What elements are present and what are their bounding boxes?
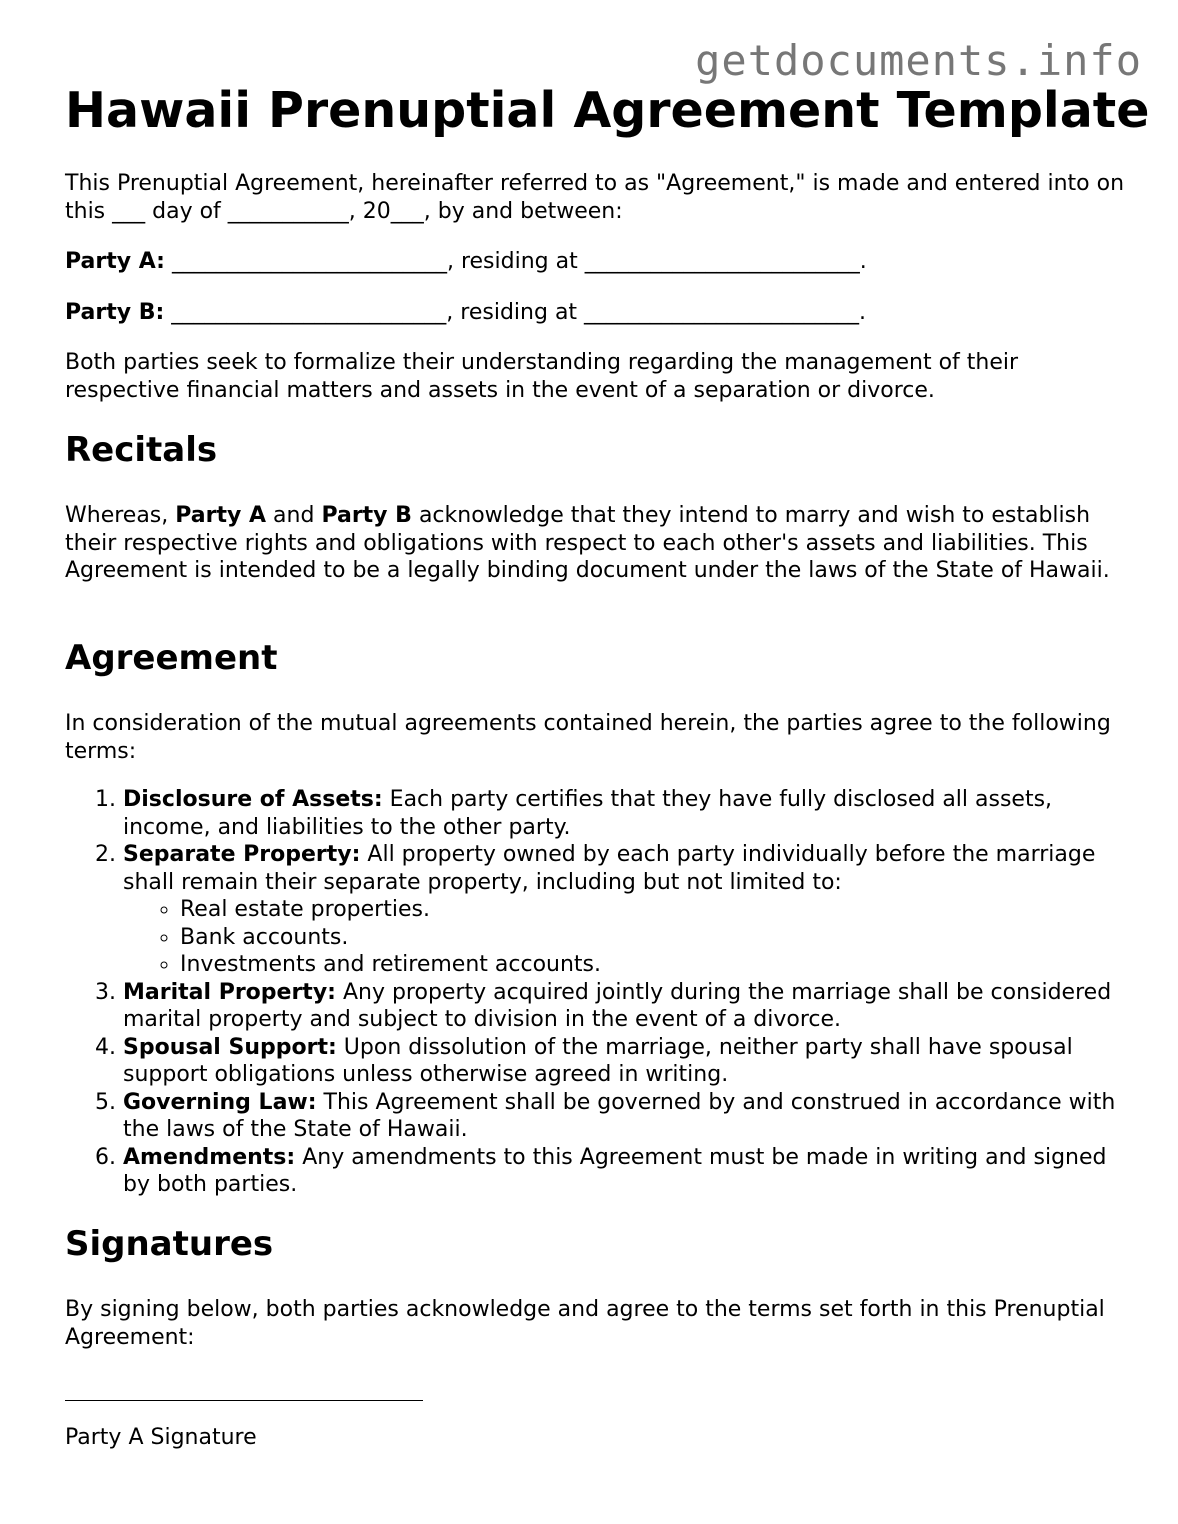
term-text: This Agreement shall be governed by and construed in accordance with the laws of the State of Hawaii.	[123, 1089, 1116, 1142]
terms-list	[65, 786, 1125, 1199]
term-text: Upon dissolution of the marriage, neither party shall have spousal support obligations unless otherwise agreed in writing.	[123, 1034, 1073, 1087]
term-item	[123, 1089, 1125, 1144]
term-item	[123, 786, 1125, 841]
term-title: Governing Law:	[123, 1089, 317, 1115]
recitals-text-3: acknowledge that they intend to marry and wish to establish their respective rights and obligations with respect to each other's assets and liabilities. This Agreement is intended to be a legally binding document under the laws of the State of Hawaii.	[65, 503, 1110, 583]
party-a-line	[65, 248, 1125, 276]
recitals-paragraph	[65, 502, 1125, 585]
term-item	[123, 841, 1125, 979]
sub-item: ◦ Investments and retirement accounts.	[180, 951, 1125, 979]
term-title: Marital Property:	[123, 979, 336, 1005]
party-b-fill: _________________________, residing at _________________________.	[164, 300, 867, 325]
party-a-fill: _________________________, residing at _________________________.	[164, 249, 867, 274]
purpose-paragraph: Both parties seek to formalize their understanding regarding the management of their respective financial matters and assets in the event of a separation or divorce.	[65, 350, 1019, 403]
recitals-party-a: Party A	[175, 503, 267, 528]
sub-item: ◦ Bank accounts.	[180, 924, 1125, 952]
recitals-text-1: Whereas,	[65, 503, 176, 528]
term-title: Spousal Support:	[123, 1034, 337, 1060]
party-a-label: Party A:	[65, 249, 165, 274]
watermark: getdocuments.info	[695, 36, 1142, 85]
term-text: Any amendments to this Agreement must be made in writing and signed by both parties.	[123, 1144, 1107, 1197]
term-item	[123, 1144, 1125, 1199]
term-title: Separate Property:	[123, 842, 361, 867]
document-title: Hawaii Prenuptial Agreement Template	[65, 82, 1150, 139]
term-text: Any property acquired jointly during the marriage shall be considered marital property and subject to division in the event of a divorce.	[123, 979, 1112, 1032]
party-b-line	[65, 299, 1125, 327]
agreement-heading: Agreement	[65, 638, 278, 678]
party-a-signature-label: Party A Signature	[65, 1425, 257, 1450]
party-b-label: Party B:	[65, 300, 165, 325]
term-text: Each party certifies that they have fully disclosed all assets, income, and liabilities to the other party.	[123, 787, 1053, 840]
recitals-text-2: and	[266, 503, 322, 528]
sub-item: ◦ Real estate properties.	[180, 896, 1125, 924]
recitals-party-b: Party B	[321, 503, 412, 528]
recitals-heading: Recitals	[65, 430, 218, 470]
term-item	[123, 979, 1125, 1034]
signatures-heading: Signatures	[65, 1224, 274, 1264]
agreement-intro: In consideration of the mutual agreements contained herein, the parties agree to the following terms:	[65, 711, 1111, 764]
signatures-intro: By signing below, both parties acknowledge and agree to the terms set forth in this Prenuptial Agreement:	[65, 1297, 1105, 1350]
term-text: All property owned by each party individually before the marriage shall remain their separate property, including but not limited to:	[123, 842, 1096, 895]
intro-paragraph: This Prenuptial Agreement, hereinafter referred to as "Agreement," is made and entered into on this ___ day of ___________, 20___, by and between:	[65, 171, 1125, 224]
separate-property-sublist	[123, 896, 1125, 979]
party-a-signature-line[interactable]	[65, 1372, 423, 1401]
term-title: Disclosure of Assets:	[123, 787, 383, 812]
term-item	[123, 1034, 1125, 1089]
term-title: Amendments:	[123, 1144, 296, 1170]
